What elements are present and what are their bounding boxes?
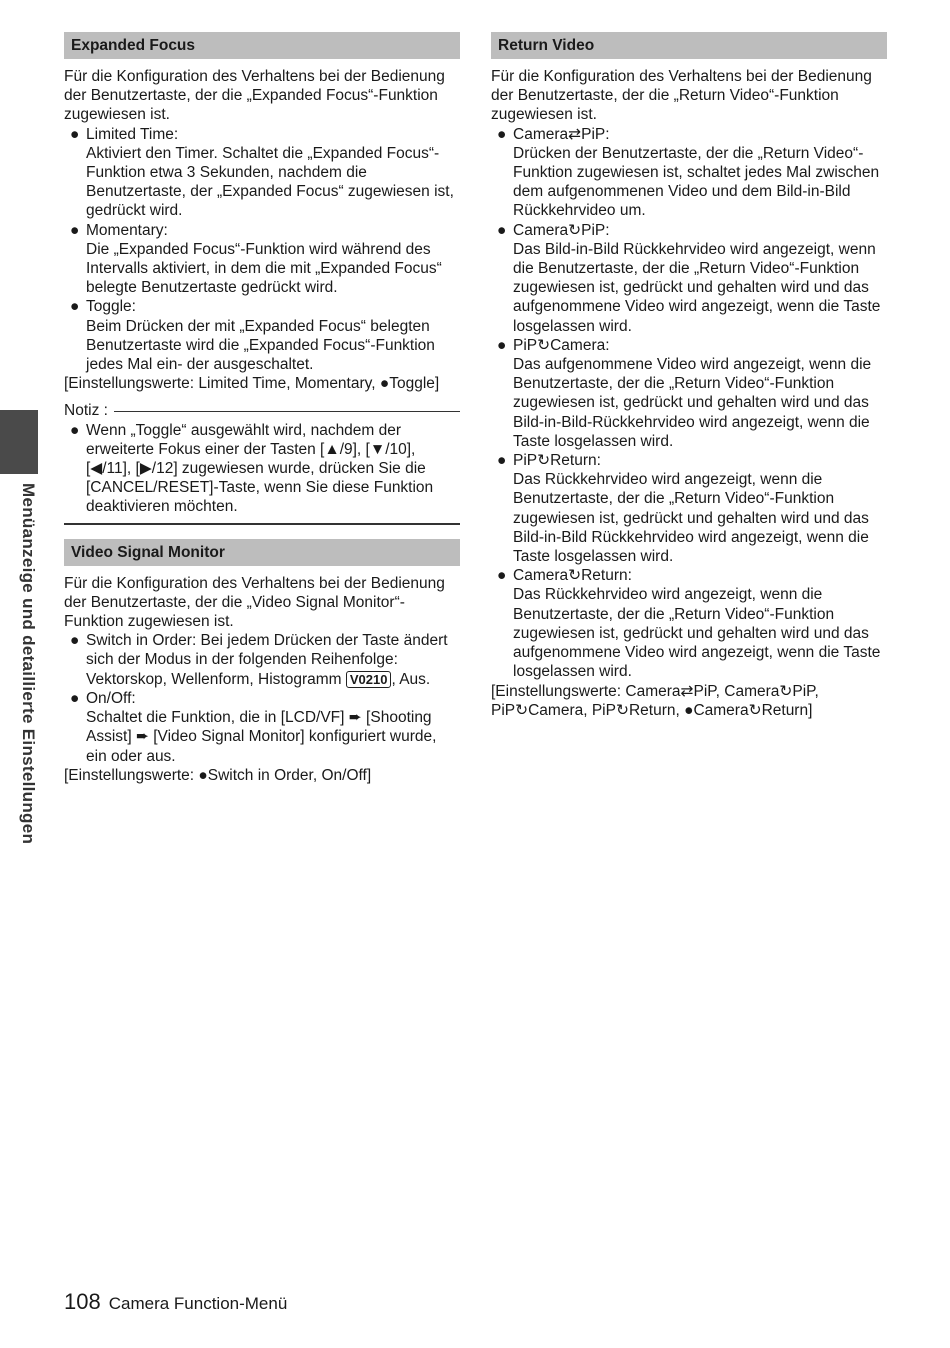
option-text: Schaltet die Funktion, die in [LCD/VF] ➨ [Shooting Assist] ➨ [Video Signal Monitor] konfiguriert wurde, ein oder aus. <box>86 709 437 765</box>
note-label: Notiz : <box>64 402 108 420</box>
section-heading-video-signal-monitor: Video Signal Monitor <box>64 539 460 566</box>
note-header <box>64 401 460 420</box>
bullet-icon: ● <box>497 452 507 470</box>
bullet-icon: ● <box>70 221 80 239</box>
left-column <box>64 32 460 785</box>
expanded-focus-intro: Für die Konfiguration des Verhaltens bei der Bedienung der Benutzertaste, der die „Expanded Focus“-Funktion zugewiesen ist. <box>64 68 445 124</box>
option-label: On/Off: <box>86 689 136 707</box>
list-item <box>491 221 887 336</box>
list-item <box>64 631 460 689</box>
option-label: Camera↻PiP: <box>513 221 610 239</box>
list-item <box>64 125 460 221</box>
note-text: Wenn „Toggle“ ausgewählt wird, nachdem der erweiterte Fokus einer der Tasten [▲/9], [▼/10], [◀/11], [▶/12] zugewiesen wurde, drücken Sie die [CANCEL/RESET]-Taste, wenn Sie diese Funktion deaktivieren möchten. <box>86 421 434 516</box>
option-text: Beim Drücken der mit „Expanded Focus“ belegten Benutzertaste wird die „Expanded Focus“-Funktion jedes Mal ein- der ausgeschaltet. <box>86 317 435 374</box>
version-badge: V0210 <box>346 671 392 688</box>
expanded-focus-settings: [Einstellungswerte: Limited Time, Momentary, ●Toggle] <box>64 375 440 393</box>
bullet-icon: ● <box>497 567 507 585</box>
option-text: Das aufgenommene Video wird angezeigt, wenn die Benutzertaste, der die „Return Video“-Funktion zugewiesen ist, gedrückt und gehalten wird und das Bild-in-Bild-Rückkehrvideo wird angezeigt, wenn die Taste losgelassen wird. <box>513 356 872 450</box>
return-video-settings: [Einstellungswerte: Camera⇄PiP, Camera↻PiP, PiP↻Camera, PiP↻Return, ●Camera↻Return] <box>491 682 819 719</box>
video-signal-monitor-intro: Für die Konfiguration des Verhaltens bei der Bedienung der Benutzertaste, der die „Video Signal Monitor“-Funktion zugewiesen ist. <box>64 574 445 631</box>
list-item <box>491 566 887 681</box>
option-text: Das Bild-in-Bild Rückkehrvideo wird angezeigt, wenn die Benutzertaste, der die „Return Video“-Funktion zugewiesen ist, gedrückt und gehalten wird und das aufgenommene Video wird angezeigt, wenn die Taste losgelassen wird. <box>513 240 881 335</box>
list-item <box>491 125 887 221</box>
section-heading-return-video: Return Video <box>491 32 887 59</box>
note-end-divider <box>64 523 460 525</box>
bullet-icon: ● <box>70 632 80 650</box>
option-text: Aktiviert den Timer. Schaltet die „Expanded Focus“-Funktion etwa 3 Sekunden, nachdem die Benutzertaste, der „Expanded Focus“ zugewiesen ist, gedrückt wird. <box>86 144 454 220</box>
option-text: Drücken der Benutzertaste, der die „Return Video“-Funktion zugewiesen ist, schaltet jedes Mal zwischen dem aufgenommenen Video und dem Bild-in-Bild Rückkehrvideo um. <box>513 144 880 220</box>
option-text: Die „Expanded Focus“-Funktion wird während des Intervalls aktiviert, in dem die mit „Expanded Focus“ belegte Benutzertaste gedrückt wird. <box>86 240 442 297</box>
video-signal-monitor-options <box>64 631 460 765</box>
footer-section-title: Camera Function-Menü <box>108 1294 288 1313</box>
list-item <box>491 336 887 451</box>
option-text: Switch in Order: Bei jedem Drücken der Taste ändert sich der Modus in der folgenden Reihenfolge: Vektorskop, Wellenform, Histogramm <box>86 632 448 688</box>
bullet-icon: ● <box>70 298 80 316</box>
list-item <box>64 421 460 517</box>
note-list <box>64 421 460 517</box>
page-number: 108 <box>64 1289 101 1314</box>
option-label: Camera⇄PiP: <box>513 125 610 143</box>
list-item <box>64 297 460 374</box>
side-tab-marker <box>0 410 38 474</box>
bullet-icon: ● <box>497 125 507 143</box>
side-chapter-label: Menüanzeige und detaillierte Einstellungen <box>19 483 38 845</box>
option-label: PiP↻Camera: <box>513 336 610 354</box>
option-label: Limited Time: <box>86 125 179 143</box>
option-text-tail: , Aus. <box>391 670 431 688</box>
bullet-icon: ● <box>70 689 80 707</box>
bullet-icon: ● <box>70 125 80 143</box>
bullet-icon: ● <box>497 221 507 239</box>
note-divider <box>114 411 460 412</box>
bullet-icon: ● <box>70 421 80 439</box>
list-item <box>64 221 460 298</box>
video-signal-monitor-settings: [Einstellungswerte: ●Switch in Order, On/Off] <box>64 766 372 784</box>
option-text: Das Rückkehrvideo wird angezeigt, wenn die Benutzertaste, der die „Return Video“-Funktion zugewiesen ist, gedrückt und gehalten wird und das aufgenommene Video wird angezeigt, wenn die Taste losgelassen wird. <box>513 586 881 681</box>
return-video-intro: Für die Konfiguration des Verhaltens bei der Bedienung der Benutzertaste, der die „Return Video“-Funktion zugewiesen ist. <box>491 68 872 124</box>
list-item <box>64 689 460 766</box>
bullet-icon: ● <box>497 336 507 354</box>
page-footer <box>64 1289 287 1315</box>
list-item <box>491 451 887 566</box>
option-label: Camera↻Return: <box>513 567 632 585</box>
option-label: Toggle: <box>86 298 136 316</box>
option-label: Momentary: <box>86 221 168 239</box>
return-video-options <box>491 125 887 682</box>
right-column <box>491 32 887 720</box>
option-text: Das Rückkehrvideo wird angezeigt, wenn die Benutzertaste, der die „Return Video“-Funktion zugewiesen ist, gedrückt und gehalten wird und das Bild-in-Bild Rückkehrvideo wird angezeigt, wenn die Taste losgelassen wird. <box>513 471 869 566</box>
option-label: PiP↻Return: <box>513 452 601 470</box>
section-heading-expanded-focus: Expanded Focus <box>64 32 460 59</box>
expanded-focus-options <box>64 125 460 375</box>
